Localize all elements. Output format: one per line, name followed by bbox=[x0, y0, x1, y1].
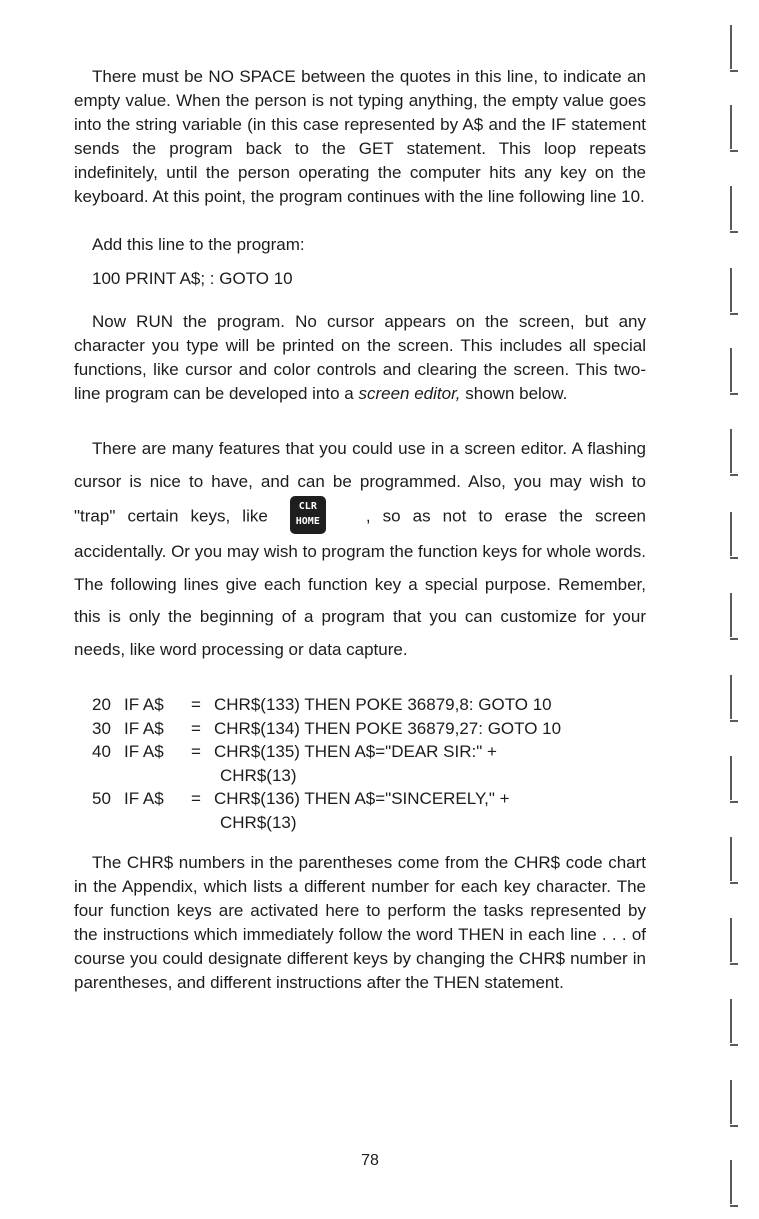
paragraph-text bbox=[74, 433, 646, 666]
edge-mark bbox=[730, 837, 738, 881]
code-line bbox=[92, 717, 652, 741]
paragraph-quotes bbox=[74, 65, 646, 209]
paragraph-text-part: Now RUN the program. No cursor appears on the screen, but any character you type will be printed on the screen. This includes all special functions, like cursor and color controls and clearing the screen. This two-line program can be developed into a bbox=[74, 312, 646, 403]
code-equals: = bbox=[191, 789, 201, 808]
edge-mark bbox=[730, 593, 738, 637]
code-continuation: CHR$(13) bbox=[220, 812, 297, 832]
code-keyword: IF A$ bbox=[124, 695, 164, 714]
clr-home-key-icon bbox=[290, 496, 326, 534]
code-expression: CHR$(134) THEN POKE 36879,27: GOTO 10 bbox=[214, 718, 562, 738]
edge-mark bbox=[730, 512, 738, 556]
paragraph-text-part: , so as not to erase the screen accidentally. Or you may wish to program the function keys for whole words. The following lines give each function key a special purpose. Remember, this is only the beginning of a program that you can customize for your needs, like word processing or data capture. bbox=[74, 506, 646, 659]
code-equals: = bbox=[191, 742, 201, 761]
edge-mark bbox=[730, 429, 738, 473]
paragraph-text-part: shown below. bbox=[460, 384, 568, 403]
code-block bbox=[92, 693, 652, 834]
edge-mark bbox=[730, 675, 738, 719]
edge-mark bbox=[730, 999, 738, 1043]
edge-mark bbox=[730, 918, 738, 962]
edge-mark bbox=[730, 1160, 738, 1204]
paragraph-add-line bbox=[74, 233, 646, 257]
code-line bbox=[92, 740, 652, 764]
code-continuation: CHR$(13) bbox=[220, 765, 297, 785]
emphasis-screen-editor: screen editor, bbox=[358, 384, 461, 403]
edge-mark bbox=[730, 348, 738, 392]
paragraph-text: Add this line to the program: bbox=[92, 235, 305, 254]
code-line bbox=[92, 787, 652, 811]
paragraph-chr-numbers bbox=[74, 851, 646, 995]
edge-mark bbox=[730, 186, 738, 230]
code-line-100: 100 PRINT A$; : GOTO 10 bbox=[92, 269, 293, 288]
edge-mark bbox=[730, 1080, 738, 1124]
edge-mark bbox=[730, 756, 738, 800]
line-number: 20 bbox=[92, 695, 111, 714]
key-label-top: CLR bbox=[298, 501, 317, 512]
paragraph-text bbox=[74, 310, 646, 406]
page-edge-marks bbox=[730, 20, 750, 1210]
code-equals: = bbox=[191, 695, 201, 714]
line-number: 30 bbox=[92, 718, 111, 738]
paragraph-text: The CHR$ numbers in the parentheses come from the CHR$ code chart in the Appendix, which lists a different number for each key character. The four function keys are activated here to perform the tasks represented by the instructions which immediately follow the word THEN in each line . . . of course you could designate different keys by changing the CHR$ number in parentheses, and different instructions after the THEN statement. bbox=[74, 853, 646, 992]
code-keyword: IF A$ bbox=[124, 718, 164, 738]
code-equals: = bbox=[191, 718, 201, 738]
key-label-bottom: HOME bbox=[295, 516, 320, 527]
code-line bbox=[92, 693, 652, 717]
code-expression: CHR$(133) THEN POKE 36879,8: GOTO 10 bbox=[214, 695, 552, 714]
paragraph-text-part: There are many features that you could use in a screen editor. A flashing cursor is nice to have, and can be programmed. Also, you may wish to "trap" certain keys, like bbox=[74, 439, 646, 526]
edge-mark bbox=[730, 268, 738, 312]
paragraph-text: There must be NO SPACE between the quotes in this line, to indicate an empty value. When the person is not typing anything, the empty value goes into the string variable (in this case represented by A$ and the IF statement sends the program back to the GET statement. This loop repeats indefinitely, until the person operating the computer hits any key on the keyboard. At this point, the program continues with the line following line 10. bbox=[74, 67, 646, 206]
paragraph-run bbox=[74, 310, 646, 406]
code-expression: CHR$(136) THEN A$="SINCERELY," + bbox=[214, 789, 510, 808]
line-number: 40 bbox=[92, 742, 111, 761]
code-expression: CHR$(135) THEN A$="DEAR SIR:" + bbox=[214, 742, 497, 761]
edge-mark bbox=[730, 105, 738, 149]
edge-mark bbox=[730, 25, 738, 69]
page-number: 78 bbox=[361, 1152, 379, 1169]
paragraph-features bbox=[74, 433, 646, 666]
line-number: 50 bbox=[92, 789, 111, 808]
code-keyword: IF A$ bbox=[124, 742, 164, 761]
code-keyword: IF A$ bbox=[124, 789, 164, 808]
